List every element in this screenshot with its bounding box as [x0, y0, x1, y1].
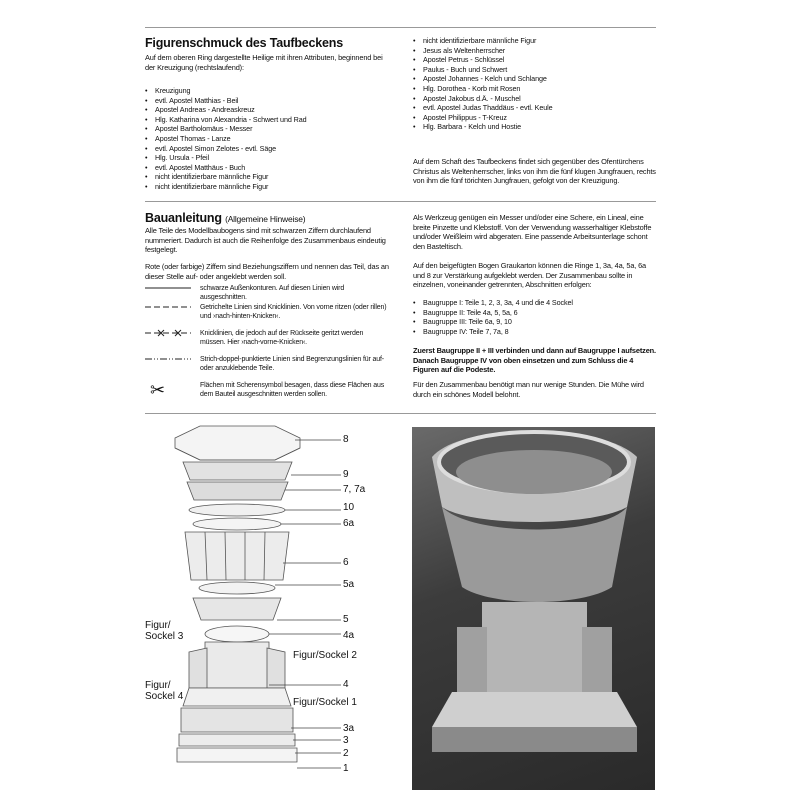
figur-sockel-4-label: Figur/ Sockel 4: [145, 680, 184, 702]
part-label-10: 10: [343, 502, 355, 513]
part-label-5a: 5a: [343, 579, 355, 590]
saint-right-item: • Apostel Petrus - Schlüssel: [413, 55, 553, 65]
part-label-1: 1: [343, 763, 349, 774]
baugruppe-item: • Baugruppe II: Teile 4a, 5, 5a, 6: [413, 308, 573, 318]
part-label-9: 9: [343, 469, 349, 480]
baugruppe-item: • Baugruppe I: Teile 1, 2, 3, 3a, 4 und die 4 Sockel: [413, 298, 573, 308]
closing-paragraph: Für den Zusammenbau benötigt man nur wenige Stunden. Die Mühe wird durch ein schönes Modell belohnt.: [413, 380, 644, 399]
model-photo: [412, 427, 655, 790]
saint-left-item: • Apostel Thomas - Lanze: [145, 134, 307, 144]
part-label-4a: 4a: [343, 630, 355, 641]
legend-dashed-text: Getrichelte Linien sind Knicklinien. Von vorne ritzen (oder rillen) und ›nach-hinten-Knicken‹.: [200, 304, 387, 321]
figurenschmuck-intro: Auf dem oberen Ring dargestellte Heilige mit ihren Attributen, beginnend bei der Kreuzigung (rechtslaufend):: [145, 53, 383, 72]
figur-sockel-2-label: Figur/Sockel 2: [293, 650, 357, 661]
dot-dash-line-symbol: [145, 354, 193, 364]
part-label-8: 8: [343, 434, 349, 445]
saint-left-item: • Kreuzigung: [145, 86, 307, 96]
bau-para2: Rote (oder farbige) Ziffern sind Beziehungsziffern und nennen das Teil, das an dieser Stelle auf- oder angeklebt werden soll.: [145, 262, 389, 281]
saint-left-item: • nicht identifizierbare männliche Figur: [145, 182, 307, 192]
bauanleitung-heading: Bauanleitung: [145, 211, 222, 225]
legend-scissors-text: Flächen mit Scherensymbol besagen, dass diese Flächen aus dem Bauteil ausgeschnitten werden sollen.: [200, 382, 385, 399]
part-label-7-7a: 7, 7a: [343, 484, 366, 495]
part-label-4: 4: [343, 679, 349, 690]
saint-right-item: • Paulus - Buch und Schwert: [413, 65, 553, 75]
legend-solid-text: schwarze Außenkonturen. Auf diesen Linien wird ausgeschnitten.: [200, 285, 345, 302]
diagram-rule: [145, 413, 656, 414]
saint-right-item: • evtl. Apostel Judas Thaddäus - evtl. Keule: [413, 103, 553, 113]
saints-list-right: [413, 36, 553, 132]
dash-cross-line-symbol: [145, 328, 193, 338]
section-rule: [145, 201, 656, 202]
saint-right-item: • Apostel Jakobus d.Ä. - Muschel: [413, 94, 553, 104]
model-photo-illustration: [412, 427, 655, 790]
saint-left-item: • Hlg. Ursula - Pfeil: [145, 153, 307, 163]
assembly-order-paragraph: Zuerst Baugruppe II + III verbinden und dann auf Baugruppe I aufsetzen. Danach Baugruppe IV von oben einsetzen und zum Schluss die 4 Figuren auf die Podeste.: [413, 346, 656, 375]
schaft-paragraph: Auf dem Schaft des Taufbeckens findet sich gegenüber des Ofentürchens Christus als Weltenherrscher, links von ihm die fünf klugen Jungfrauen, rechts von ihm die fünf törichten Jungfrauen, gefolgt von der Kreuzigung.: [413, 157, 656, 186]
saint-left-item: • Apostel Bartholomäus - Messer: [145, 124, 307, 134]
saints-list-left: [145, 86, 307, 192]
saint-right-item: • Jesus als Weltenherrscher: [413, 46, 553, 56]
part-label-5: 5: [343, 614, 349, 625]
part-label-3: 3: [343, 735, 349, 746]
baugruppen-list: [413, 298, 573, 336]
saint-left-item: • nicht identifizierbare männliche Figur: [145, 172, 307, 182]
part-label-6a: 6a: [343, 518, 355, 529]
baugruppe-item: • Baugruppe III: Teile 6a, 9, 10: [413, 317, 573, 327]
bauanleitung-title: [145, 211, 305, 225]
figur-sockel-3-label: Figur/ Sockel 3: [145, 620, 184, 642]
figurenschmuck-title: Figurenschmuck des Taufbeckens: [145, 36, 343, 50]
tools-paragraph: Als Werkzeug genügen ein Messer und/oder eine Schere, ein Lineal, eine breite Pinzette und Klebstoff. Von der Verwendung wasserhaltiger Klebstoffe und/oder Weißleim wird abgeraten. Eine passende Arbeitsunterlage schont den Basteltisch.: [413, 213, 652, 251]
dashed-line-symbol: [145, 302, 193, 312]
graukarton-paragraph: Auf den beigefügten Bogen Graukarton können die Ringe 1, 3a, 4a, 5a, 6a und 8 zur Verstärkung aufgeklebt werden. Der Zusammenbau sollte in einzelnen, voneinander getrennten, Abschnitten erfolgen:: [413, 261, 647, 290]
legend-dashcross-text: Knicklinien, die jedoch auf der Rückseite geritzt werden müssen. Hier ›nach-vorne-Knicken‹.: [200, 330, 364, 347]
bau-para1: Alle Teile des Modellbaubogens sind mit schwarzen Ziffern durchlaufend nummeriert. Dadurch ist auch die Reihenfolge des Zusammenbaus eindeutig festgelegt.: [145, 226, 386, 255]
figur-sockel-1-label: Figur/Sockel 1: [293, 697, 357, 708]
saint-left-item: • evtl. Apostel Simon Zelotes - evtl. Säge: [145, 144, 307, 154]
saint-left-item: • Hlg. Katharina von Alexandria - Schwert und Rad: [145, 115, 307, 125]
legend-dotdash-text: Strich-doppel-punktierte Linien sind Begrenzungslinien für auf- oder anzuklebende Teile.: [200, 356, 384, 373]
exploded-assembly-diagram: [145, 420, 375, 800]
solid-line-symbol: [145, 283, 193, 293]
baugruppe-item: • Baugruppe IV: Teile 7, 7a, 8: [413, 327, 573, 337]
saint-right-item: • nicht identifizierbare männliche Figur: [413, 36, 553, 46]
saint-left-item: • evtl. Apostel Matthäus - Buch: [145, 163, 307, 173]
part-label-3a: 3a: [343, 723, 355, 734]
scissors-icon: ✂: [150, 380, 166, 400]
saint-right-item: • Apostel Johannes - Kelch und Schlange: [413, 74, 553, 84]
saint-left-item: • evtl. Apostel Matthias - Beil: [145, 96, 307, 106]
saint-left-item: • Apostel Andreas - Andreaskreuz: [145, 105, 307, 115]
part-label-2: 2: [343, 748, 349, 759]
saint-right-item: • Apostel Philippus - T-Kreuz: [413, 113, 553, 123]
saint-right-item: • Hlg. Barbara - Kelch und Hostie: [413, 122, 553, 132]
top-rule: [145, 27, 656, 28]
bauanleitung-subtitle: (Allgemeine Hinweise): [225, 214, 306, 224]
saint-right-item: • Hlg. Dorothea - Korb mit Rosen: [413, 84, 553, 94]
part-label-6: 6: [343, 557, 349, 568]
